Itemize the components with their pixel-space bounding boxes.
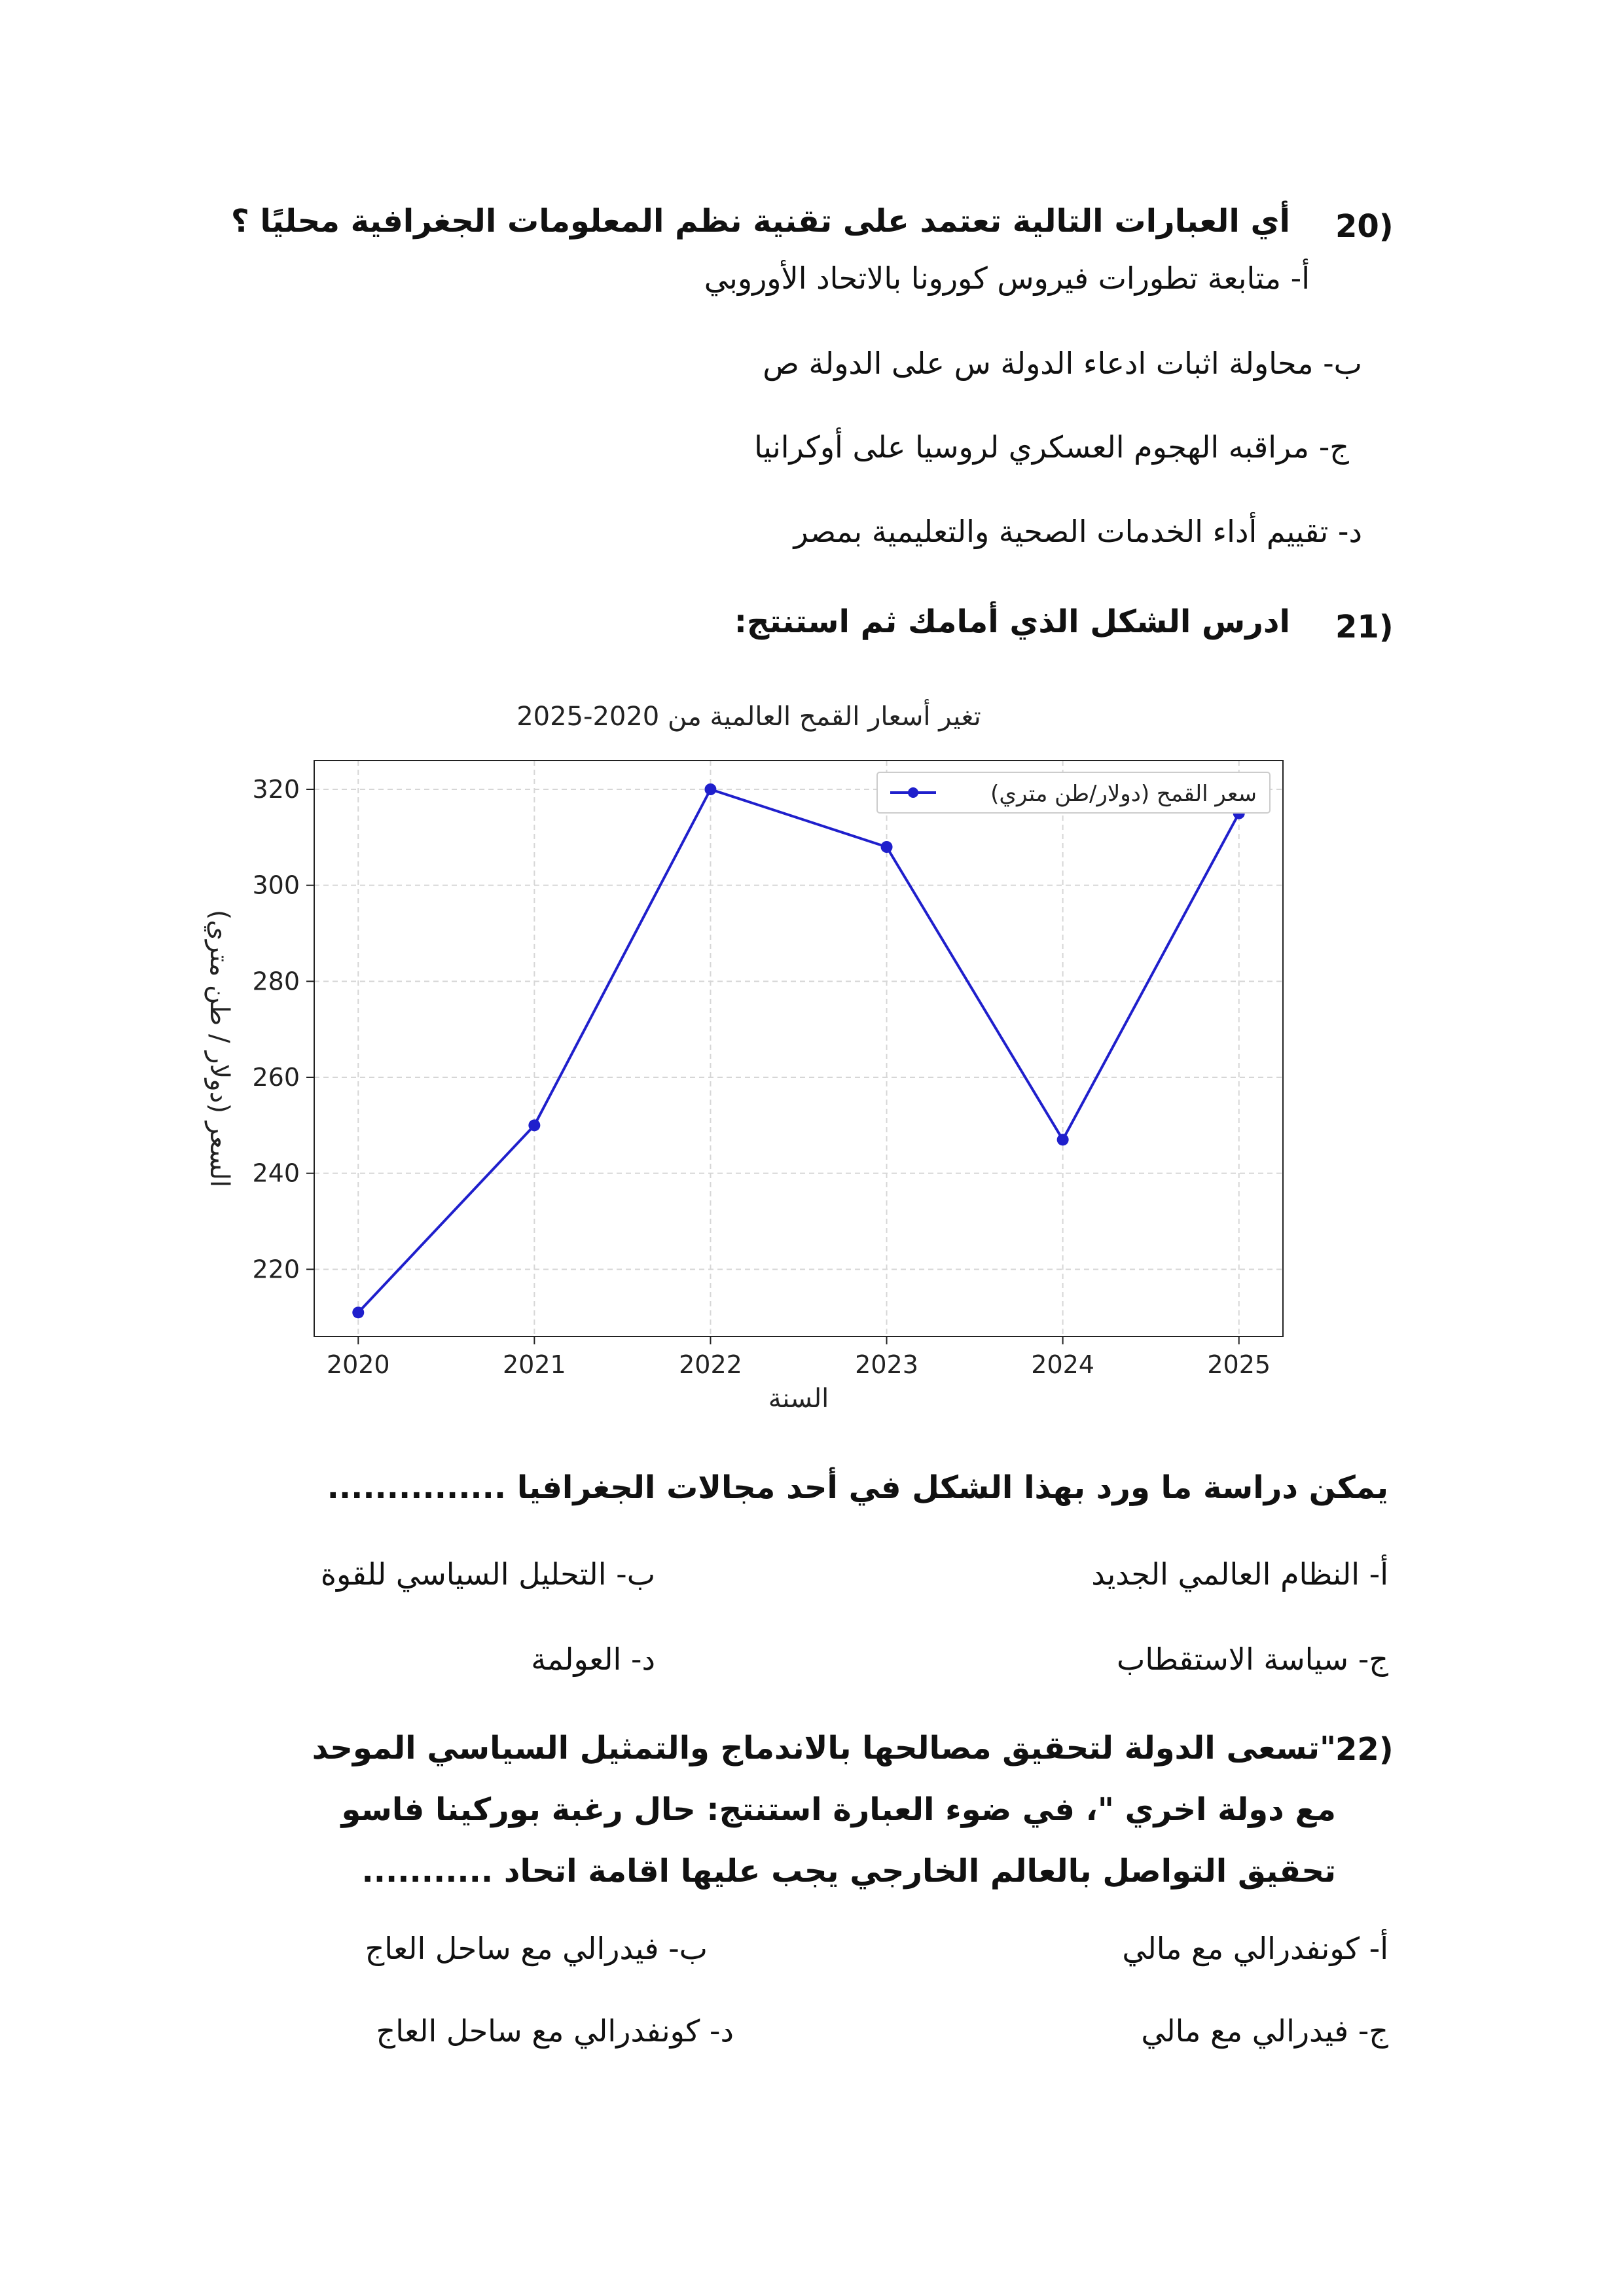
wheat-price-line-chart xyxy=(183,687,1309,1427)
q21-option-a[interactable]: أ- النظام العالمي الجديد xyxy=(1091,1556,1388,1592)
y-tick-label: 320 xyxy=(252,775,300,804)
chart-legend xyxy=(877,772,1270,813)
x-tick-label: 2021 xyxy=(503,1350,566,1379)
q22-number: 22) xyxy=(1335,1731,1394,1768)
q20-option-a[interactable]: أ- متابعة تطورات فيروس كورونا بالاتحاد الأوروبي xyxy=(704,260,1310,296)
series-line xyxy=(358,789,1238,1312)
q20-number: 20) xyxy=(1335,208,1394,245)
x-axis-label: السنة xyxy=(768,1384,829,1414)
y-tick-label: 240 xyxy=(252,1158,300,1188)
chart-title: تغير أسعار القمح العالمية من 2020-2025 xyxy=(516,702,981,732)
y-tick-label: 260 xyxy=(252,1063,300,1092)
q21-number: 21) xyxy=(1335,609,1394,645)
q21-prompt: يمكن دراسة ما ورد بهذا الشكل في أحد مجالات الجغرافيا ............... xyxy=(327,1469,1388,1506)
q21-option-c[interactable]: ج- سياسة الاستقطاب xyxy=(1117,1641,1388,1677)
q22-option-d[interactable]: د- كونفدرالي مع ساحل العاج xyxy=(376,2013,734,2049)
q21-question: ادرس الشكل الذي أمامك ثم استنتج: xyxy=(734,603,1290,640)
chart-grid xyxy=(314,761,1283,1336)
data-point xyxy=(528,1119,540,1131)
data-point xyxy=(704,783,716,795)
data-point xyxy=(1057,1134,1069,1145)
q20-option-c[interactable]: ج- مراقبه الهجوم العسكري لروسيا على أوكرانيا xyxy=(754,429,1349,465)
q22-option-a[interactable]: أ- كونفدرالي مع مالي xyxy=(1122,1931,1388,1966)
y-tick-label: 220 xyxy=(252,1255,300,1284)
q22-question: "تسعى الدولة لتحقيق مصالحها بالاندماج والتمثيل السياسي الموحد مع دولة اخري "، في ضوء العبارة استنتج: حال رغبة بوركينا فاسو تحقيق التواصل بالعالم الخارجي يجب عليها اقامة اتحاد ........... xyxy=(312,1730,1336,1890)
y-tick-label: 280 xyxy=(252,967,300,996)
q21-option-d[interactable]: د- العولمة xyxy=(531,1641,655,1677)
plot-area-frame xyxy=(314,761,1283,1336)
q20-option-d[interactable]: د- تقييم أداء الخدمات الصحية والتعليمية بمصر xyxy=(793,514,1362,549)
x-tick-label: 2023 xyxy=(855,1350,918,1379)
data-point xyxy=(881,841,893,853)
q20-question: أي العبارات التالية تعتمد على تقنية نظم المعلومات الجغرافية محليًا ؟ xyxy=(230,203,1290,240)
legend-entry: سعر القمح (دولار/طن متري) xyxy=(990,781,1257,807)
chart-ticks xyxy=(252,775,1271,1379)
legend-marker xyxy=(908,787,918,798)
x-tick-label: 2022 xyxy=(679,1350,742,1379)
q21-option-b[interactable]: ب- التحليل السياسي للقوة xyxy=(320,1556,655,1592)
x-tick-label: 2024 xyxy=(1031,1350,1094,1379)
q20-option-b[interactable]: ب- محاولة اثبات ادعاء الدولة س على الدولة ص xyxy=(763,346,1362,381)
y-tick-label: 300 xyxy=(252,870,300,900)
q22-option-b[interactable]: ب- فيدرالي مع ساحل العاج xyxy=(365,1931,708,1966)
x-tick-label: 2020 xyxy=(326,1350,390,1379)
chart-series xyxy=(352,783,1244,1318)
data-point xyxy=(352,1306,364,1318)
q22-option-c[interactable]: ج- فيدرالي مع مالي xyxy=(1141,2013,1388,2049)
x-tick-label: 2025 xyxy=(1207,1350,1271,1379)
y-axis-label: السعر (دولار / طن متري) xyxy=(204,909,234,1188)
